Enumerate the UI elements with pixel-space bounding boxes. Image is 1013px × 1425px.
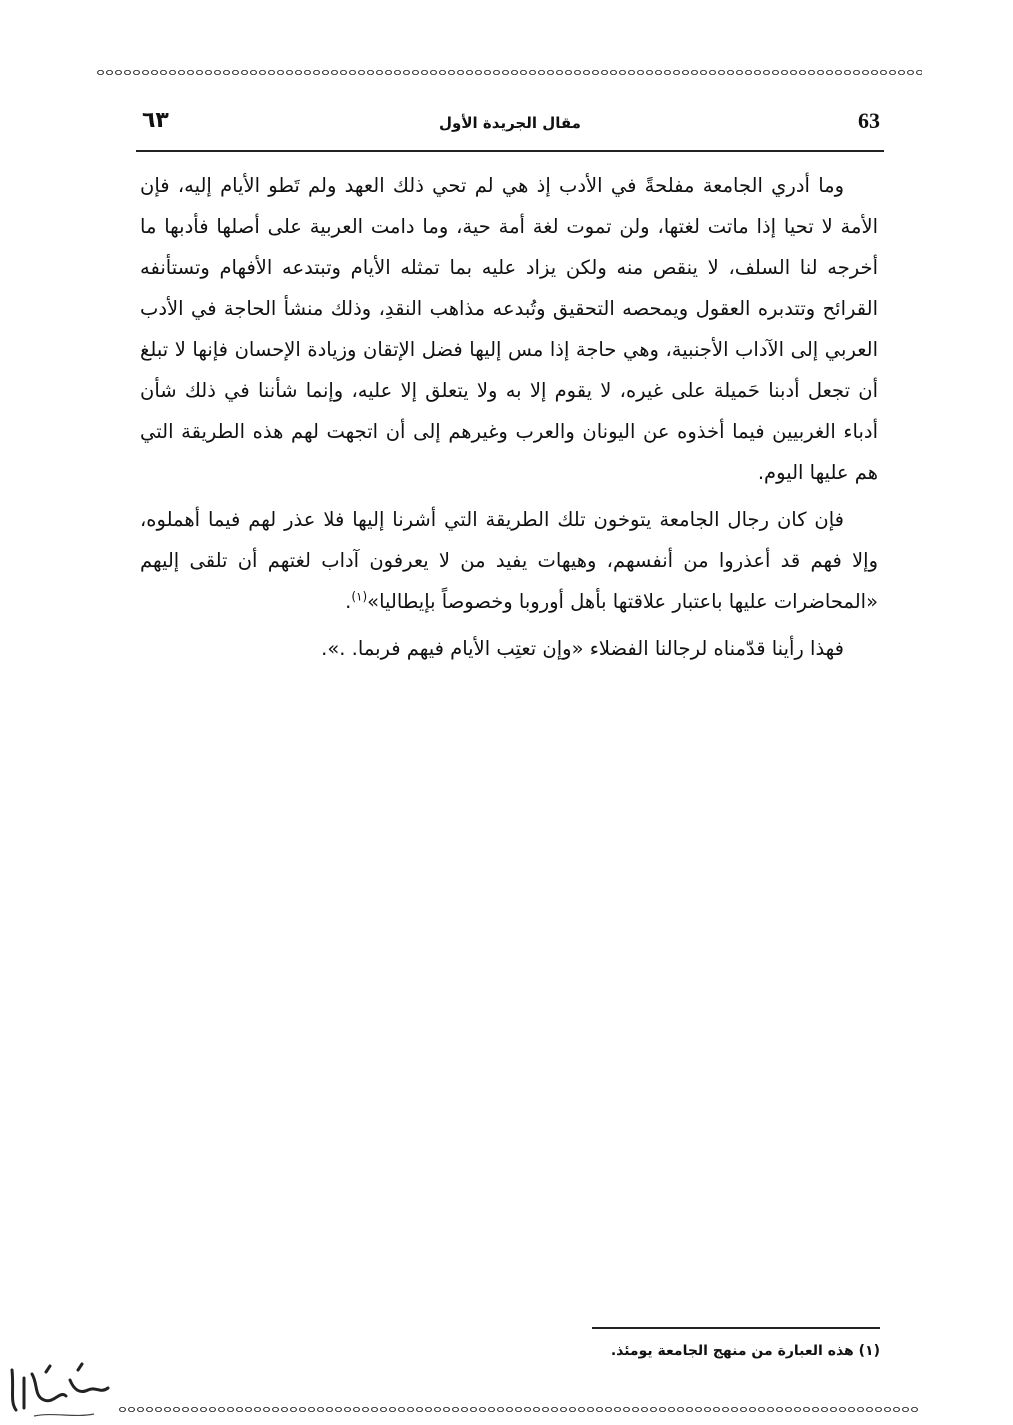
running-header — [140, 108, 880, 148]
page-number-latin: 63 — [858, 108, 880, 133]
footnote: (١) هذه العبارة من منهج الجامعة يومئذ. — [610, 1343, 880, 1359]
footnote-rule — [592, 1327, 880, 1329]
bottom-chain-border — [118, 1405, 918, 1414]
top-chain-border — [96, 68, 922, 77]
body-text — [140, 165, 878, 675]
footnote-marker: (١) — [351, 589, 368, 604]
page-number-arabic: ٦٣ — [142, 108, 169, 133]
paragraph-1: وما أدري الجامعة مفلحةً في الأدب إذ هي لم تحي ذلك العهد ولم تَطو الأيام إليه، فإن الأمة لا تحيا إذا ماتت لغتها، ولن تموت لغة أمة حية، وما دامت العربية على أصلها فأدبها ما أخرجه لنا السلف، لا ينقص منه ولكن يزاد عليه بما تمثله الأيام وتبتدعه الأفهام وتستأنفه القرائح وتتدبره العقول ويمحصه التحقيق وتُبدعه مذاهب النقدِ، وذلك منشأ الحاجة في الأدب العربي إلى الآداب الأجنبية، وهي حاجة إذا مس إليها فضل الإتقان وزيادة الإحسان فإنها لا تبلغ أن تجعل أدبنا حَميلة على غيره، لا يقوم إلا به ولا يتعلق إلا عليه، وإنما شأننا في ذلك شأن أدباء الغربيين فيما أخذوه عن اليونان والعرب وغيرهم إلى أن اتجهت لهم هذه الطريقة التي هم عليها اليوم. — [140, 174, 878, 484]
paragraph-2-end: . — [345, 590, 352, 613]
paragraph-2 — [140, 499, 878, 622]
running-title: مقال الجريدة الأول — [439, 114, 581, 132]
corner-logo — [4, 1360, 116, 1422]
paragraph-3: فهذا رأينا قدّمناه لرجالنا الفضلاء «وإن تعتِب الأيام فيهم فربما. .». — [321, 637, 844, 660]
header-rule — [136, 150, 884, 152]
paragraph-2-text: فإن كان رجال الجامعة يتوخون تلك الطريقة التي أشرنا إليها فلا عذر لهم فيما أهملوه، وإلا فهم قد أعذروا من أنفسهم، وهيهات يفيد من لا يعرفون آداب لغتهم أن تلقى إليهم «المحاضرات عليها باعتبار علاقتها بأهل أوروبا وخصوصاً بإيطاليا» — [140, 508, 878, 613]
